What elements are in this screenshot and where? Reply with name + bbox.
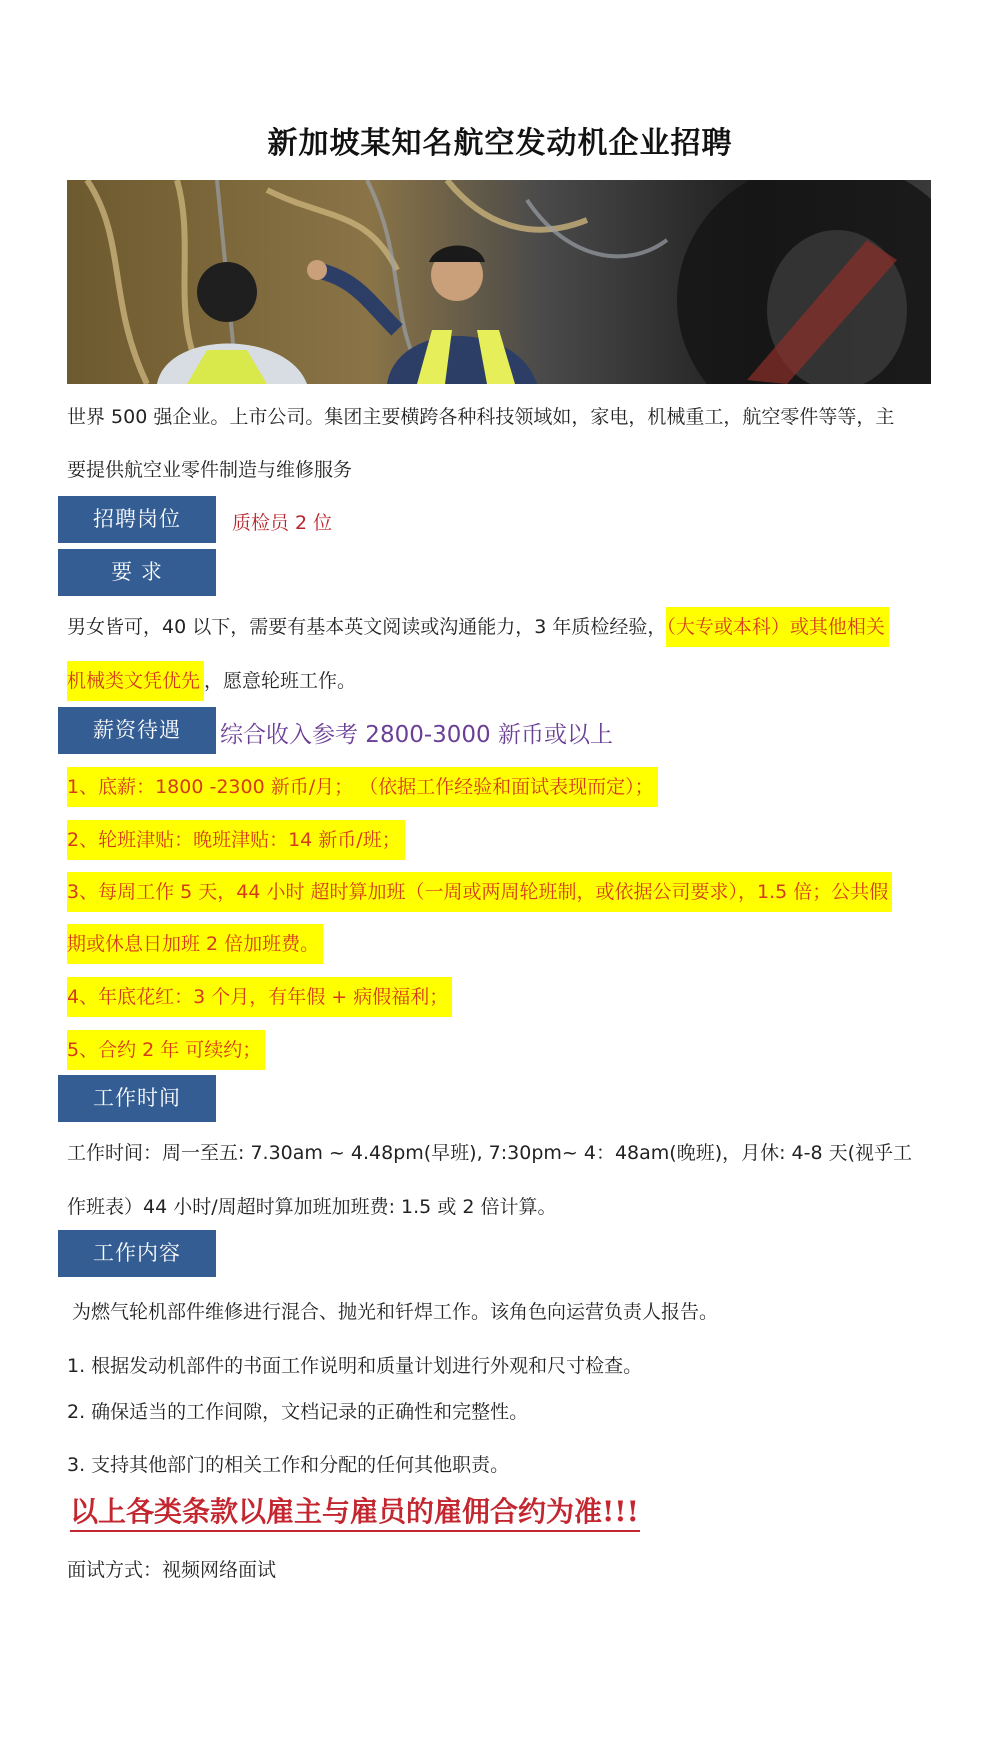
- requirements-line-2: [67, 666, 356, 693]
- salary-item-text: 期或休息日加班 2 倍加班费。: [67, 924, 323, 964]
- contract-disclaimer: 以上各类条款以雇主与雇员的雇佣合约为准!!!: [70, 1495, 639, 1528]
- work-content-item: 2. 确保适当的工作间隙，文档记录的正确性和完整性。: [67, 1401, 529, 1423]
- disclaimer-underline: [70, 1530, 640, 1532]
- salary-item: [67, 929, 323, 956]
- salary-item: [67, 877, 892, 904]
- position-value: 质检员 2 位: [232, 512, 333, 534]
- salary-item-text: 4、年底花红：3 个月，有年假 + 病假福利；: [67, 977, 452, 1017]
- requirements-highlight: 机械类文凭优先: [67, 661, 204, 701]
- salary-item-text: 3、每周工作 5 天，44 小时 超时算加班（一周或两周轮班制，或依据公司要求），1.5 倍；公共假: [67, 872, 892, 912]
- work-time-line-1: 工作时间：周一至五: 7.30am ~ 4.48pm(早班), 7:30pm~ 4：48am(晚班)，月休: 4-8 天(视乎工: [67, 1142, 913, 1164]
- requirements-line-1: [67, 612, 889, 639]
- page-title: 新加坡某知名航空发动机企业招聘: [267, 126, 733, 161]
- label-salary: 薪资待遇: [58, 707, 216, 754]
- salary-summary: 综合收入参考 2800-3000 新币或以上: [220, 722, 613, 748]
- work-time-line-2: 作班表）44 小时/周超时算加班加班费: 1.5 或 2 倍计算。: [67, 1196, 557, 1218]
- work-content-intro: 为燃气轮机部件维修进行混合、抛光和钎焊工作。该角色向运营负责人报告。: [72, 1301, 719, 1323]
- label-work-content: 工作内容: [58, 1230, 216, 1277]
- salary-item-text: 1、底薪：1800 -2300 新币/月； （依据工作经验和面试表现而定）；: [67, 767, 658, 807]
- label-work-time: 工作时间: [58, 1075, 216, 1122]
- salary-item: [67, 1035, 265, 1062]
- salary-item: [67, 825, 405, 852]
- salary-item-text: 2、轮班津贴：晚班津贴：14 新币/班；: [67, 820, 405, 860]
- company-intro-line-1: 世界 500 强企业。上市公司。集团主要横跨各种科技领域如，家电，机械重工，航空零件等等，主: [67, 406, 895, 428]
- label-position: 招聘岗位: [58, 496, 216, 543]
- requirements-text: ，愿意轮班工作。: [204, 670, 357, 692]
- requirements-highlight: （大专或本科）或其他相关: [666, 607, 889, 647]
- salary-item: [67, 772, 658, 799]
- salary-item: [67, 982, 452, 1009]
- engine-workshop-photo: [67, 180, 931, 384]
- salary-item-text: 5、合约 2 年 可续约；: [67, 1030, 265, 1070]
- work-content-item: 3. 支持其他部门的相关工作和分配的任何其他职责。: [67, 1454, 510, 1476]
- interview-method: 面试方式：视频网络面试: [67, 1559, 277, 1581]
- company-intro-line-2: 要提供航空业零件制造与维修服务: [67, 459, 353, 481]
- requirements-text: 男女皆可，40 以下，需要有基本英文阅读或沟通能力，3 年质检经验，: [67, 616, 667, 638]
- label-requirements: 要 求: [58, 549, 216, 596]
- work-content-item: 1. 根据发动机部件的书面工作说明和质量计划进行外观和尺寸检查。: [67, 1355, 643, 1377]
